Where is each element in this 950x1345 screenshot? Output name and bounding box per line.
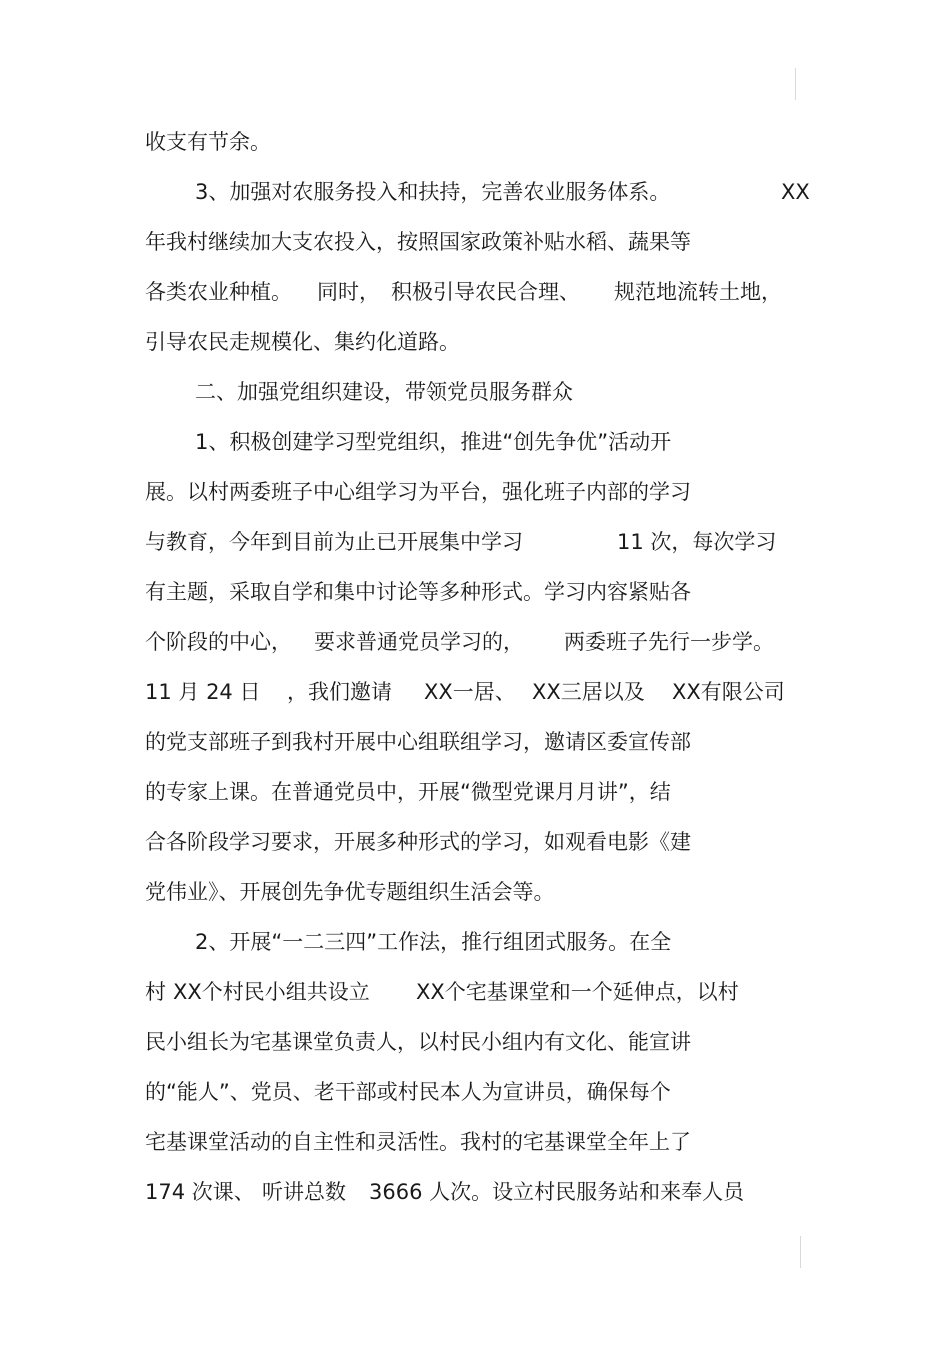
text-segment: 174 次课、	[145, 1180, 255, 1204]
text-segment: 3666 人次。设立村民服务站和来奉人员	[369, 1180, 745, 1204]
text-segment: 的党支部班子到我村开展中心组联组学习，邀请区委宣传部	[145, 730, 691, 754]
text-segment: 的“能人”、党员、老干部或村民本人为宣讲员，确保每个	[145, 1080, 671, 1104]
text-segment: XX	[781, 180, 810, 204]
text-segment: 各类农业种植。	[145, 280, 292, 304]
text-segment: 要求普通党员学习的，	[314, 630, 524, 654]
text-segment: XX一居、	[424, 680, 516, 704]
text-segment: 党伟业》、开展创先争优专题组织生活会等。	[145, 880, 555, 904]
text-segment: 的专家上课。在普通党员中，开展“微型党课月月讲”，结	[145, 780, 671, 804]
text-segment: 同时，	[317, 280, 380, 304]
text-segment: 民小组长为宅基课堂负责人，以村民小组内有文化、能宣讲	[145, 1030, 691, 1054]
text-segment: 11 月 24 日	[145, 680, 261, 704]
text-segment: 与教育，今年到目前为止已开展集中学习	[145, 530, 523, 554]
text-segment: 1、积极创建学习型党组织，推进“创先争优”活动开	[195, 430, 672, 454]
text-segment: XX个村民小组共设立	[173, 980, 370, 1004]
page-edge-mark-bottom	[800, 1236, 801, 1268]
text-segment: ，我们邀请	[287, 680, 392, 704]
text-segment: 二、加强党组织建设，带领党员服务群众	[195, 380, 573, 404]
text-segment: 积极引导农民合理、	[391, 280, 580, 304]
text-segment: 3、加强对农服务投入和扶持，完善农业服务体系。	[195, 180, 671, 204]
text-segment: 有主题，采取自学和集中讨论等多种形式。学习内容紧贴各	[145, 580, 691, 604]
text-segment: 引导农民走规模化、集约化道路。	[145, 330, 460, 354]
text-segment: 村	[145, 980, 166, 1004]
text-segment: XX三居以及	[532, 680, 645, 704]
text-segment: 两委班子先行一步学。	[564, 630, 774, 654]
text-segment: 2、开展“一二三四”工作法，推行组团式服务。在全	[195, 930, 672, 954]
page-edge-mark-top	[795, 68, 796, 100]
text-segment: 规范地流转土地，	[614, 280, 782, 304]
text-segment: 收支有节余。	[145, 130, 271, 154]
text-segment: 宅基课堂活动的自主性和灵活性。我村的宅基课堂全年上了	[145, 1130, 691, 1154]
text-segment: XX个宅基课堂和一个延伸点，以村	[416, 980, 739, 1004]
text-segment: 年我村继续加大支农投入，按照国家政策补贴水稻、蔬果等	[145, 230, 691, 254]
text-segment: 11 次，每次学习	[617, 530, 777, 554]
text-segment: 听讲总数	[262, 1180, 346, 1204]
text-segment: 展。以村两委班子中心组学习为平台，强化班子内部的学习	[145, 480, 691, 504]
text-segment: XX有限公司	[672, 680, 785, 704]
text-segment: 合各阶段学习要求，开展多种形式的学习，如观看电影《建	[145, 830, 691, 854]
text-segment: 个阶段的中心，	[145, 630, 292, 654]
